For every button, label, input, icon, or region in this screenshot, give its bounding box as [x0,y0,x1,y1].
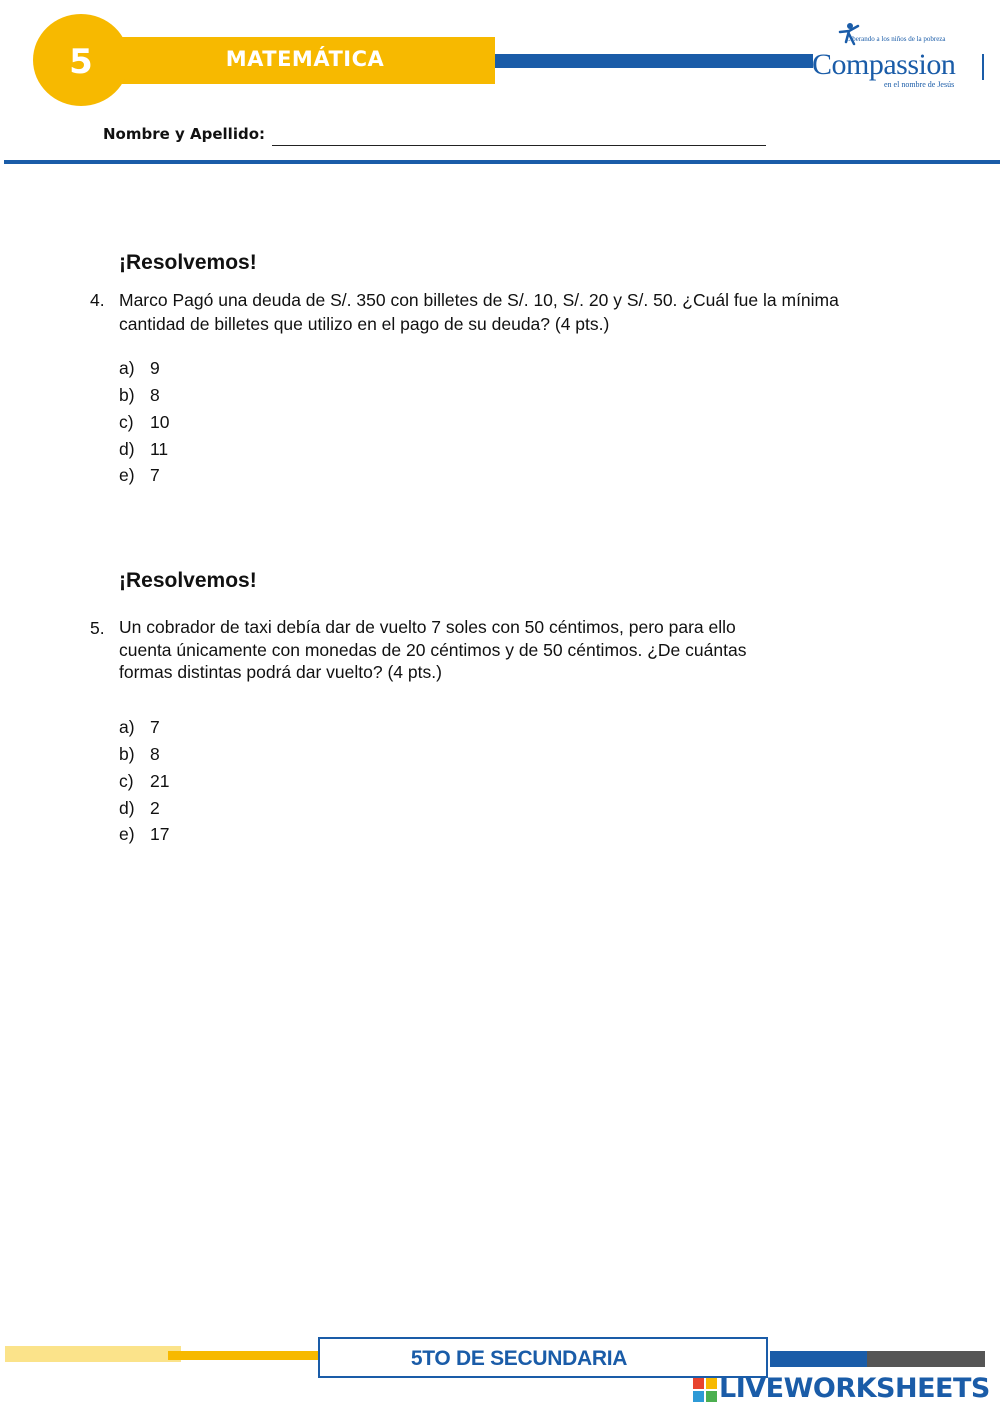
question-line: Un cobrador de taxi debía dar de vuelto 7 soles con 50 céntimos, pero para ello [119,617,736,637]
logo-wordmark: Compassion [812,48,956,81]
section-heading: ¡Resolvemos! [119,251,257,274]
option-a[interactable] [119,358,160,379]
logo-separator [982,54,984,80]
section-heading: ¡Resolvemos! [119,569,257,592]
option-value: 7 [150,465,160,485]
option-letter: d) [119,798,135,818]
option-e[interactable] [119,465,160,486]
footer-yellow-bar [5,1346,181,1362]
option-value: 17 [150,824,170,844]
header-divider [4,160,1000,164]
question-number: 5. [90,618,105,638]
name-label: Nombre y Apellido: [103,125,266,143]
option-b[interactable] [119,744,160,765]
option-letter: a) [119,717,135,737]
option-letter: b) [119,744,135,764]
option-b[interactable] [119,385,160,406]
footer-gray-bar [867,1351,985,1367]
logo-tagline: en el nombre de Jesús [884,80,955,89]
question-text [119,288,959,336]
liveworksheets-logo-icon [692,1377,718,1403]
footer-blue-bar [770,1351,867,1367]
option-letter: c) [119,771,134,791]
liveworksheets-brand[interactable]: LIVEWORKSHEETS [719,1373,990,1404]
question-number: 4. [90,290,105,310]
option-letter: c) [119,412,134,432]
option-value: 8 [150,385,160,405]
option-value: 10 [150,412,170,432]
option-value: 2 [150,798,160,818]
question-line: cantidad de billetes que utilizo en el pago de su deuda? (4 pts.) [119,314,610,334]
option-c[interactable] [119,771,169,792]
option-value: 7 [150,717,160,737]
footer-level-text: 5TO DE SECUNDARIA [410,1347,628,1370]
logo-top-text: Liberando a los niños de la pobreza [846,35,946,43]
option-letter: a) [119,358,135,378]
header-blue-bar [495,54,813,68]
subject-title: MATEMÁTICA [225,47,385,71]
question-line: Marco Pagó una deuda de S/. 350 con billetes de S/. 10, S/. 20 y S/. 50. ¿Cuál fue la mínima [119,290,839,310]
question-text [119,616,879,684]
option-letter: e) [119,824,135,844]
name-field[interactable] [272,145,766,146]
option-letter: d) [119,439,135,459]
footer-yellow-stripe [168,1351,320,1360]
option-c[interactable] [119,412,169,433]
option-value: 21 [150,771,170,791]
option-letter: e) [119,465,135,485]
question-line: formas distintas podrá dar vuelto? (4 pts.) [119,662,442,682]
question-line: cuenta únicamente con monedas de 20 céntimos y de 50 céntimos. ¿De cuántas [119,639,747,660]
grade-number: 5 [69,42,93,82]
option-value: 11 [150,439,169,459]
option-d[interactable] [119,798,160,819]
option-e[interactable] [119,824,169,845]
option-a[interactable] [119,717,160,738]
option-letter: b) [119,385,135,405]
option-value: 8 [150,744,160,764]
option-d[interactable] [119,439,168,460]
option-value: 9 [150,358,160,378]
